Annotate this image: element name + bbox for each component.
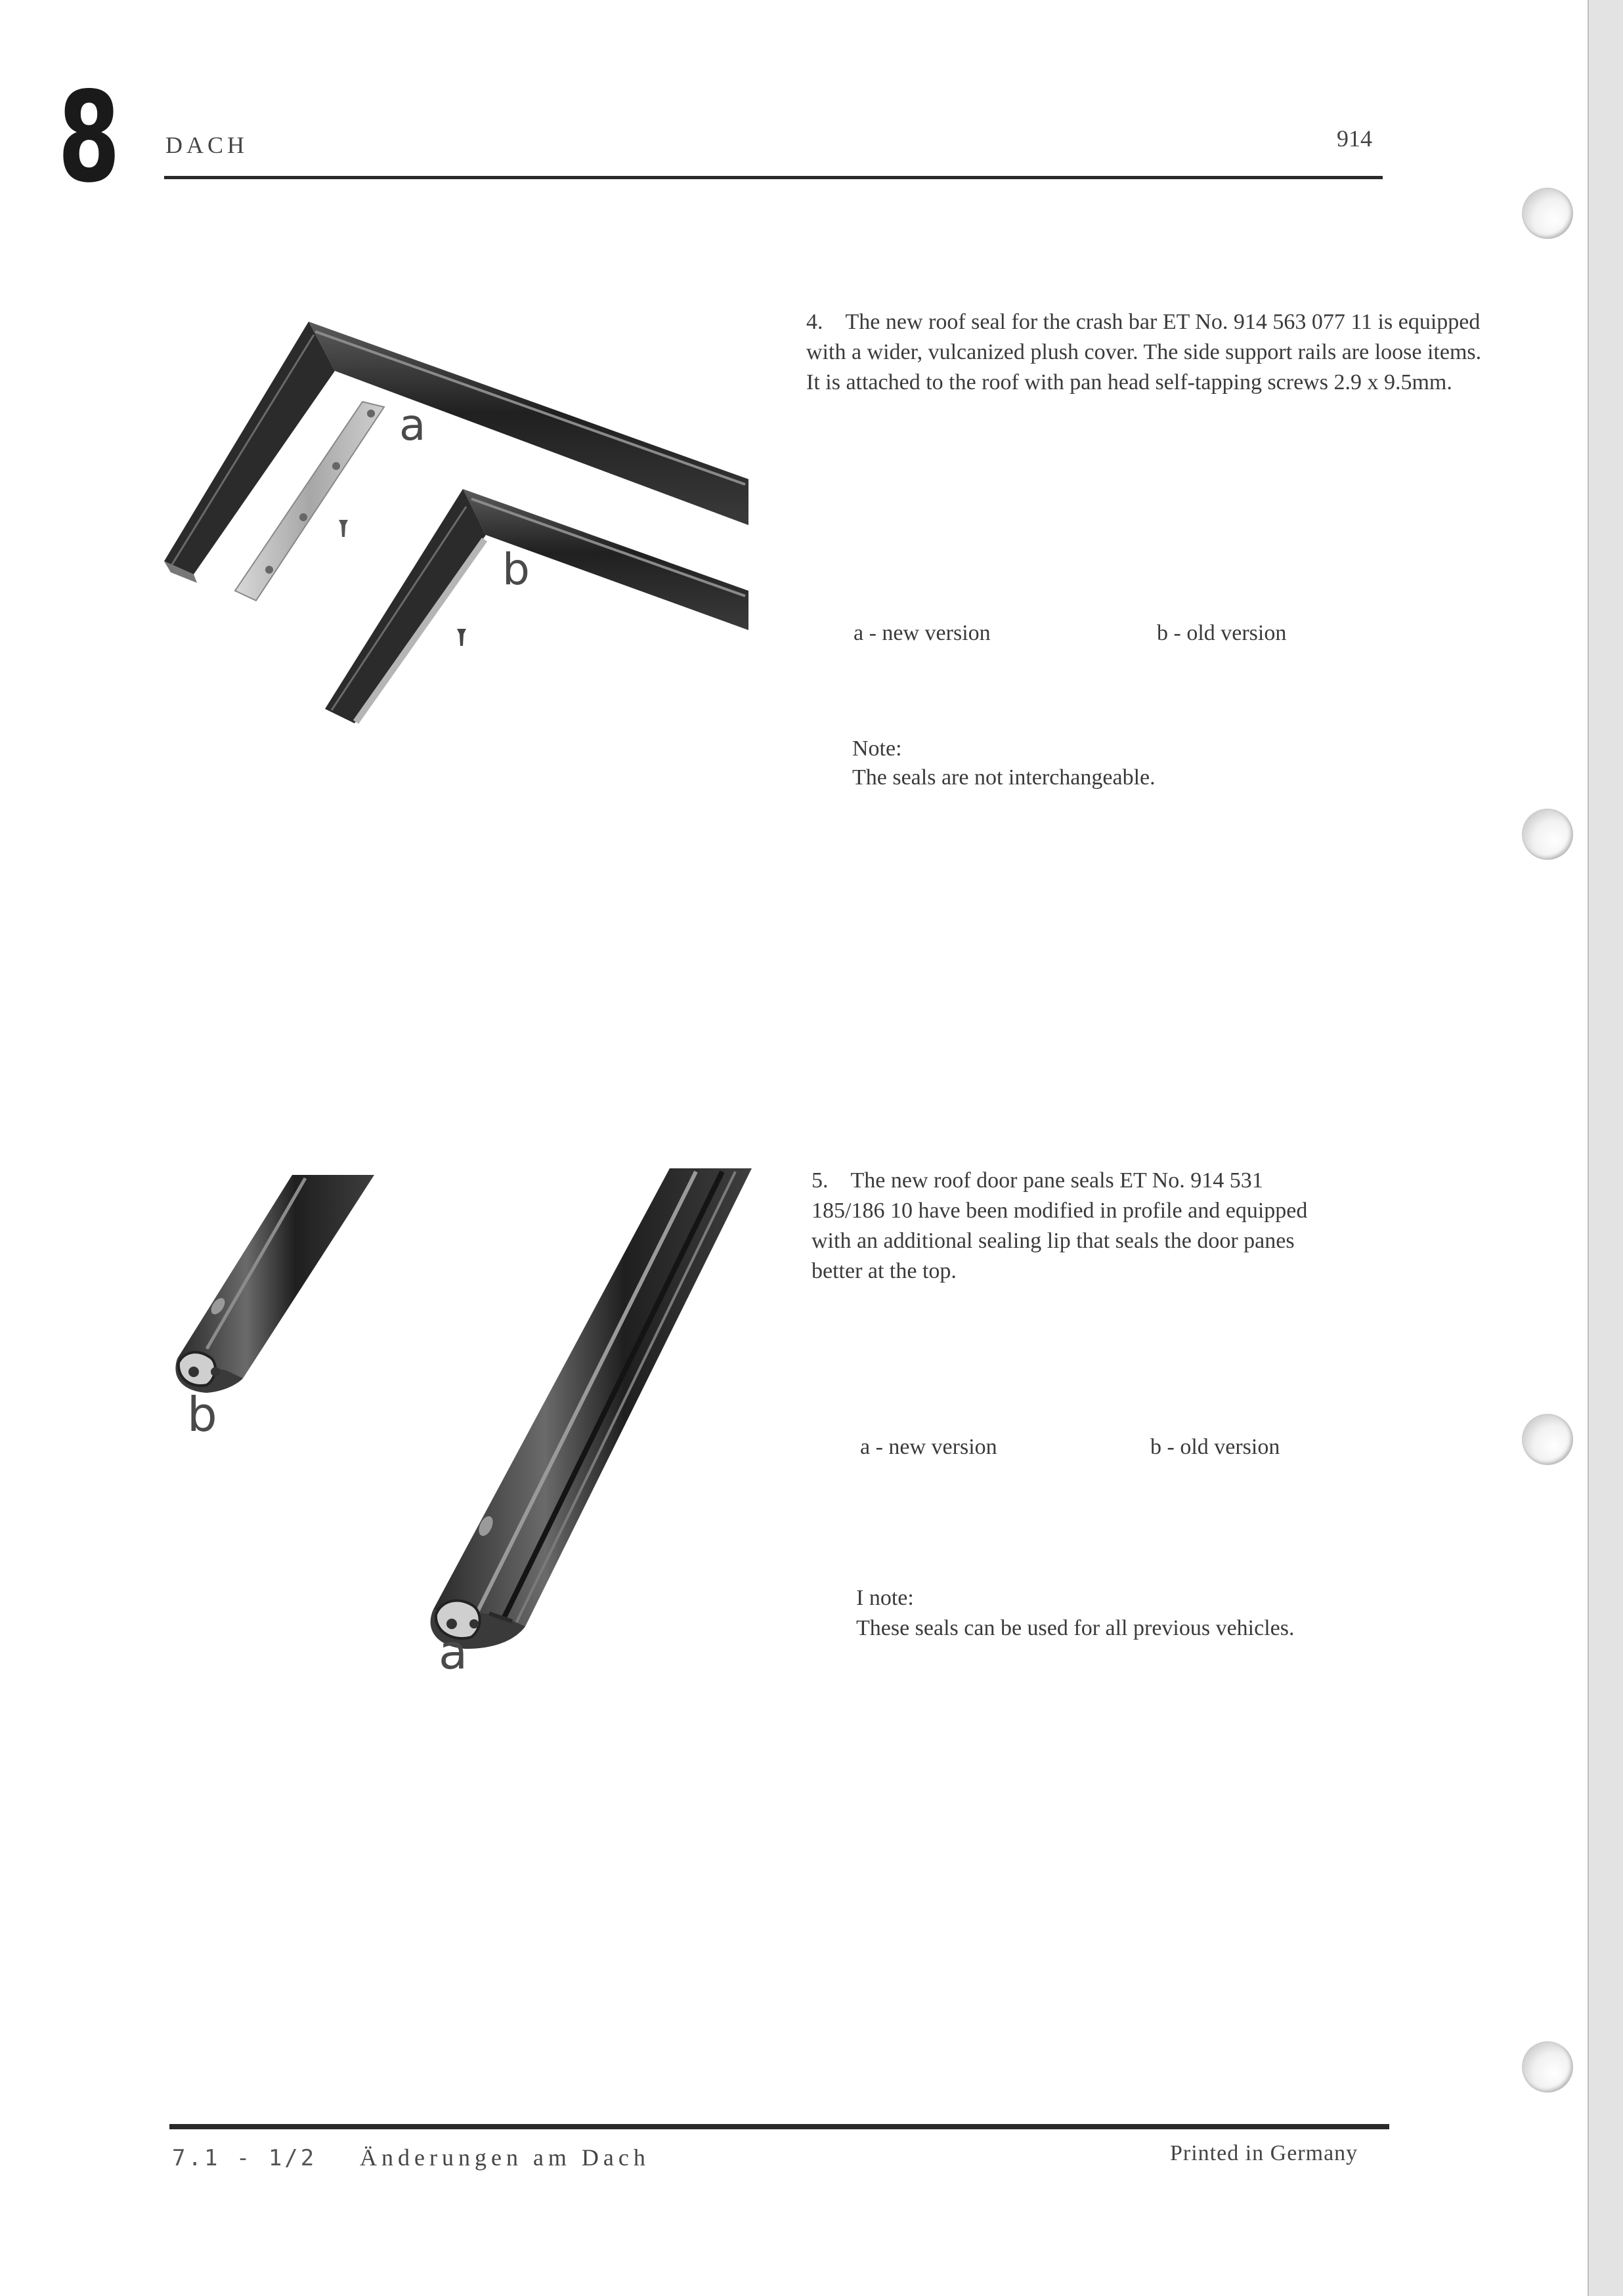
figure-label-a: a [439,1625,468,1680]
paragraph-line: better at the top. [812,1259,957,1283]
paragraph-line: The new roof door pane seals ET No. 914 531 [850,1168,1263,1193]
paragraph-line: with a wider, vulcanized plush cover. The side support rails are loose items. [806,340,1482,364]
punch-hole [1522,188,1573,239]
section-title: DACH [165,132,249,158]
figure-label-a: a [399,400,426,450]
punch-hole [1522,2041,1573,2093]
door-seal-a-new [431,1168,752,1649]
punch-hole [1522,1414,1573,1465]
roof-seal-figure [158,308,748,735]
note-label: Note: [852,736,902,761]
paragraph-line: The new roof seal for the crash bar ET No. 914 563 077 11 is equipped [845,310,1481,334]
paragraph-item-4 [806,307,1481,398]
page-edge [1589,0,1623,2296]
legend-b: b - old version [1150,1435,1280,1459]
figure-label-b: b [187,1387,217,1442]
seal-b-old [325,489,748,723]
door-seal-b-old [175,1175,374,1393]
paragraph-line: It is attached to the roof with pan head self-tapping screws 2.9 x 9.5mm. [806,370,1452,394]
note-text: The seals are not interchangeable. [852,765,1156,790]
door-pane-seal-figure [158,1162,788,1687]
paragraph-item-5 [812,1166,1307,1286]
note-label: I note: [856,1586,914,1610]
item-number: 5. [812,1168,829,1193]
punch-hole [1522,809,1573,860]
paragraph-line: 185/186 10 have been modified in profile and equipped [812,1199,1308,1223]
footer-rule [169,2124,1389,2129]
paragraph-line: with an additional sealing lip that seals the door panes [812,1229,1295,1253]
figure-label-b: b [502,544,530,595]
legend-a: a - new version [860,1435,997,1459]
item-number: 4. [806,310,823,334]
note-text: These seals can be used for all previous vehicles. [856,1616,1295,1640]
legend-b: b - old version [1157,621,1287,645]
chapter-number: 8 [58,65,121,210]
model-number: 914 [1337,125,1372,152]
footer-printed: Printed in Germany [1170,2141,1358,2165]
header-rule [164,176,1383,179]
footer-title: Änderungen am Dach [360,2144,650,2171]
legend-a: a - new version [854,621,991,645]
footer-page-ref: 7.1 - 1/2 [172,2145,317,2171]
